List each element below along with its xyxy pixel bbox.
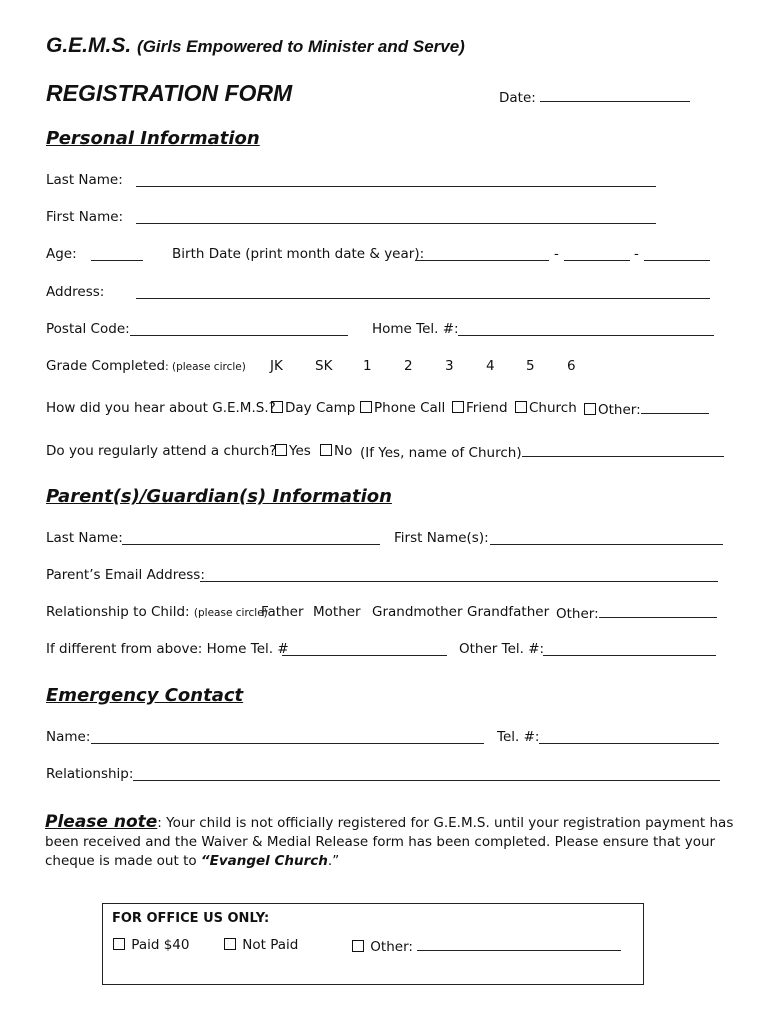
personal-heading: Personal Information: [46, 128, 260, 149]
office-not-paid-label: Not Paid: [242, 937, 299, 953]
grade-completed-label: Grade Completed: [46, 358, 166, 374]
checkbox-icon[interactable]: [224, 938, 236, 950]
hear-other-line[interactable]: [641, 400, 709, 414]
checkbox-icon[interactable]: [584, 403, 596, 415]
date-field: [499, 88, 690, 106]
hear-question: How did you hear about G.E.M.S.?: [46, 400, 276, 416]
office-paid-label: Paid $40: [131, 937, 190, 953]
first-name-label: First Name:: [46, 209, 124, 225]
alt-home-tel-line[interactable]: [282, 642, 447, 656]
grade-circle-note: : (please circle): [165, 361, 246, 373]
birth-year-line[interactable]: [644, 247, 710, 261]
office-paid-option[interactable]: [113, 937, 189, 953]
other-tel-line[interactable]: [543, 642, 716, 656]
hear-option-phone-call[interactable]: [360, 400, 445, 416]
grade-option[interactable]: 6: [567, 358, 576, 374]
checkbox-icon[interactable]: [360, 401, 372, 413]
dash: -: [634, 246, 639, 262]
hear-option-day-camp[interactable]: [271, 400, 355, 416]
parent-heading: Parent(s)/Guardian(s) Information: [46, 486, 392, 507]
birth-date-label: Birth Date (print month date & year):: [172, 246, 425, 262]
checkbox-icon[interactable]: [352, 940, 364, 952]
emergency-heading: Emergency Contact: [46, 685, 244, 706]
hear-option-label: Friend: [466, 400, 508, 416]
hear-option-other[interactable]: [584, 400, 709, 418]
grade-option[interactable]: 3: [445, 358, 454, 374]
emergency-tel-line[interactable]: [539, 730, 719, 744]
home-tel-line[interactable]: [458, 322, 714, 336]
org-full-name: (Girls Empowered to Minister and Serve): [137, 37, 465, 56]
checkbox-icon[interactable]: [320, 444, 332, 456]
church-no-label: No: [334, 443, 353, 459]
church-yes-label: Yes: [289, 443, 311, 459]
relation-option[interactable]: Grandmother: [372, 604, 463, 620]
date-label: Date:: [499, 90, 536, 106]
address-line[interactable]: [136, 285, 710, 299]
parent-last-name-label: Last Name:: [46, 530, 123, 546]
hear-option-label: Phone Call: [374, 400, 446, 416]
grade-option[interactable]: 4: [486, 358, 495, 374]
relation-other-line[interactable]: [599, 604, 717, 618]
address-label: Address:: [46, 284, 105, 300]
note-church: “Evangel Church: [200, 853, 328, 869]
birth-day-line[interactable]: [564, 247, 630, 261]
checkbox-icon[interactable]: [452, 401, 464, 413]
hear-option-label: Other:: [598, 402, 641, 418]
org-title: [46, 34, 465, 58]
emergency-name-line[interactable]: [91, 730, 484, 744]
grade-label: [46, 358, 246, 374]
org-acronym: G.E.M.S.: [46, 34, 132, 57]
parent-last-name-line[interactable]: [122, 531, 380, 545]
office-use-box: [102, 903, 644, 985]
dash: -: [554, 246, 559, 262]
office-other-option[interactable]: [352, 937, 621, 955]
age-label: Age:: [46, 246, 77, 262]
grade-option[interactable]: 2: [404, 358, 413, 374]
date-input-line[interactable]: [540, 88, 690, 102]
parent-email-line[interactable]: [200, 568, 718, 582]
postal-code-line[interactable]: [130, 322, 348, 336]
relationship-label: [46, 604, 268, 620]
last-name-line[interactable]: [136, 173, 656, 187]
if-different-label: If different from above: Home Tel. #: [46, 641, 289, 657]
home-tel-label: Home Tel. #:: [372, 321, 459, 337]
form-title: REGISTRATION FORM: [46, 80, 293, 106]
emergency-name-label: Name:: [46, 729, 91, 745]
church-name-line[interactable]: [522, 443, 724, 457]
office-heading: FOR OFFICE US ONLY:: [112, 911, 270, 926]
hear-option-label: Day Camp: [285, 400, 356, 416]
church-yes-option[interactable]: [275, 443, 311, 459]
please-note: [45, 813, 735, 871]
parent-first-names-label: First Name(s):: [394, 530, 489, 546]
relation-option[interactable]: Father: [261, 604, 304, 620]
relation-other-label: Other:: [556, 606, 599, 622]
church-question: Do you regularly attend a church?: [46, 443, 277, 459]
church-no-option[interactable]: [320, 443, 352, 459]
note-heading: Please note: [45, 812, 158, 832]
relation-option[interactable]: Grandfather: [467, 604, 550, 620]
first-name-line[interactable]: [136, 210, 656, 224]
hear-option-friend[interactable]: [452, 400, 508, 416]
office-other-line[interactable]: [417, 937, 621, 951]
parent-first-names-line[interactable]: [490, 531, 723, 545]
grade-option[interactable]: 1: [363, 358, 372, 374]
emergency-relationship-label: Relationship:: [46, 766, 134, 782]
relation-option[interactable]: Mother: [313, 604, 361, 620]
note-end: .”: [327, 853, 340, 869]
emergency-relationship-line[interactable]: [133, 767, 720, 781]
grade-option[interactable]: SK: [315, 358, 333, 374]
church-name-field: [360, 443, 724, 461]
hear-option-church[interactable]: [515, 400, 577, 416]
office-not-paid-option[interactable]: [224, 937, 298, 953]
relationship-text: Relationship to Child:: [46, 604, 190, 620]
checkbox-icon[interactable]: [515, 401, 527, 413]
checkbox-icon[interactable]: [271, 401, 283, 413]
last-name-label: Last Name:: [46, 172, 123, 188]
church-name-label: (If Yes, name of Church): [360, 445, 522, 461]
relation-other[interactable]: [556, 604, 717, 622]
relationship-circle-note: (please circle): [193, 607, 268, 619]
birth-month-line[interactable]: [415, 247, 549, 261]
grade-option[interactable]: 5: [526, 358, 535, 374]
checkbox-icon[interactable]: [113, 938, 125, 950]
office-other-label: Other:: [370, 939, 413, 955]
note-text: : Your child is not officially registered for G.E.M.S. until your registration payment has been received and the Waiver & Medial Release form has been completed. Please ensure that your cheque is made out to: [45, 815, 734, 869]
age-line[interactable]: [91, 247, 143, 261]
checkbox-icon[interactable]: [275, 444, 287, 456]
other-tel-label: Other Tel. #:: [459, 641, 545, 657]
postal-code-label: Postal Code:: [46, 321, 130, 337]
hear-option-label: Church: [529, 400, 577, 416]
grade-option[interactable]: JK: [270, 358, 283, 374]
parent-email-label: Parent’s Email Address:: [46, 567, 205, 583]
emergency-tel-label: Tel. #:: [497, 729, 540, 745]
